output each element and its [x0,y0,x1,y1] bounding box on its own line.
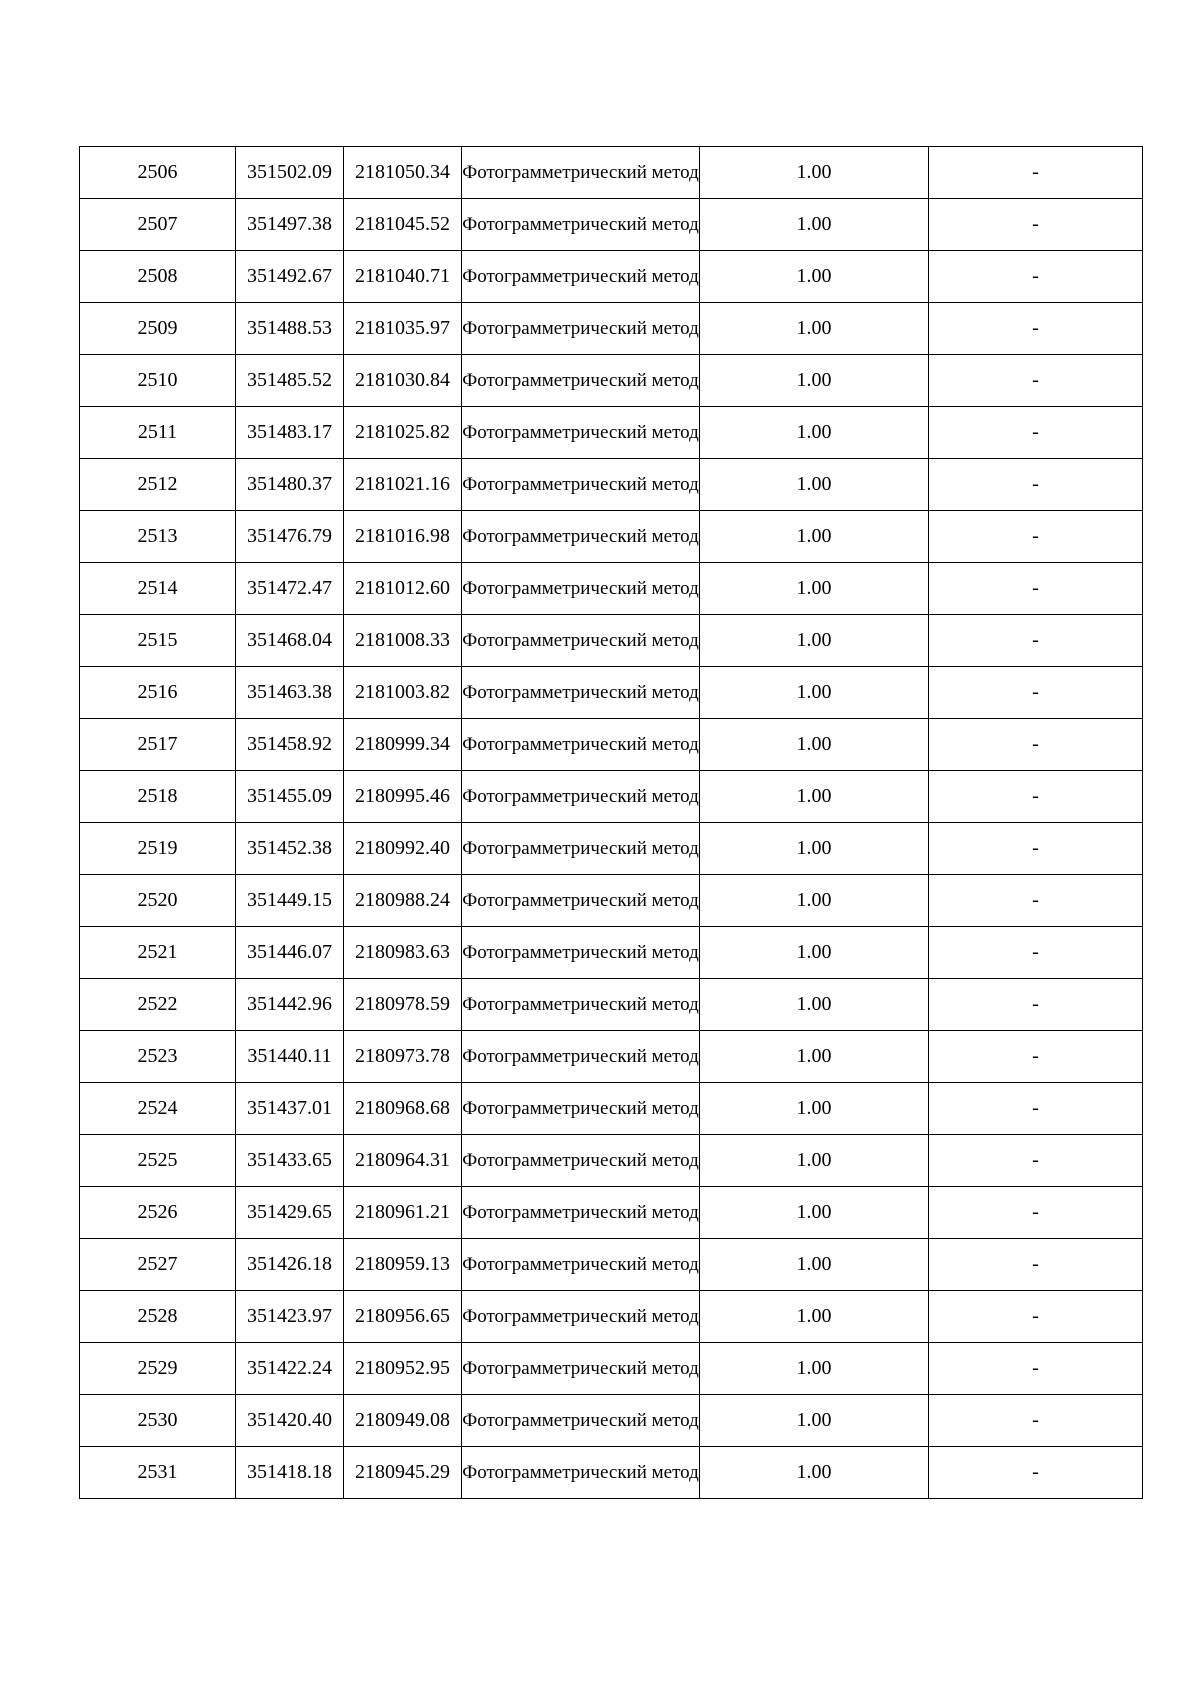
x-coordinate-cell: 351502.09 [236,147,344,199]
accuracy-cell: 1.00 [700,771,929,823]
y-coordinate-cell: 2181035.97 [344,303,462,355]
y-coordinate-cell: 2180952.95 [344,1343,462,1395]
y-coordinate-cell: 2180956.65 [344,1291,462,1343]
table-row [80,1291,1143,1343]
table-row [80,511,1143,563]
x-coordinate-cell: 351488.53 [236,303,344,355]
point-number-cell: 2508 [80,251,236,303]
point-number-cell: 2527 [80,1239,236,1291]
coordinates-table-body [80,147,1143,1499]
point-number-cell: 2526 [80,1187,236,1239]
point-number-cell: 2531 [80,1447,236,1499]
y-coordinate-cell: 2180992.40 [344,823,462,875]
method-cell: Фотограмметрический метод [462,511,700,563]
accuracy-cell: 1.00 [700,1083,929,1135]
accuracy-cell: 1.00 [700,1291,929,1343]
method-cell: Фотограмметрический метод [462,719,700,771]
accuracy-cell: 1.00 [700,667,929,719]
point-number-cell: 2509 [80,303,236,355]
table-row [80,1135,1143,1187]
note-cell: - [929,927,1143,979]
x-coordinate-cell: 351449.15 [236,875,344,927]
x-coordinate-cell: 351468.04 [236,615,344,667]
method-cell: Фотограмметрический метод [462,875,700,927]
table-row [80,667,1143,719]
table-row [80,1395,1143,1447]
point-number-cell: 2514 [80,563,236,615]
point-number-cell: 2520 [80,875,236,927]
x-coordinate-cell: 351476.79 [236,511,344,563]
table-row [80,771,1143,823]
x-coordinate-cell: 351446.07 [236,927,344,979]
note-cell: - [929,1135,1143,1187]
method-cell: Фотограмметрический метод [462,1447,700,1499]
table-row [80,979,1143,1031]
table-row [80,303,1143,355]
accuracy-cell: 1.00 [700,407,929,459]
method-cell: Фотограмметрический метод [462,1187,700,1239]
table-row [80,563,1143,615]
accuracy-cell: 1.00 [700,1395,929,1447]
y-coordinate-cell: 2180961.21 [344,1187,462,1239]
point-number-cell: 2516 [80,667,236,719]
y-coordinate-cell: 2180949.08 [344,1395,462,1447]
point-number-cell: 2513 [80,511,236,563]
method-cell: Фотограмметрический метод [462,615,700,667]
table-row [80,251,1143,303]
accuracy-cell: 1.00 [700,511,929,563]
x-coordinate-cell: 351418.18 [236,1447,344,1499]
accuracy-cell: 1.00 [700,615,929,667]
accuracy-cell: 1.00 [700,459,929,511]
point-number-cell: 2518 [80,771,236,823]
point-number-cell: 2522 [80,979,236,1031]
note-cell: - [929,615,1143,667]
table-row [80,1083,1143,1135]
method-cell: Фотограмметрический метод [462,251,700,303]
table-row [80,615,1143,667]
x-coordinate-cell: 351423.97 [236,1291,344,1343]
point-number-cell: 2512 [80,459,236,511]
x-coordinate-cell: 351452.38 [236,823,344,875]
method-cell: Фотограмметрический метод [462,1083,700,1135]
x-coordinate-cell: 351480.37 [236,459,344,511]
y-coordinate-cell: 2180999.34 [344,719,462,771]
note-cell: - [929,407,1143,459]
note-cell: - [929,1083,1143,1135]
table-row [80,1239,1143,1291]
x-coordinate-cell: 351483.17 [236,407,344,459]
x-coordinate-cell: 351442.96 [236,979,344,1031]
y-coordinate-cell: 2180945.29 [344,1447,462,1499]
point-number-cell: 2507 [80,199,236,251]
note-cell: - [929,459,1143,511]
note-cell: - [929,1031,1143,1083]
method-cell: Фотограмметрический метод [462,1343,700,1395]
accuracy-cell: 1.00 [700,1031,929,1083]
point-number-cell: 2510 [80,355,236,407]
note-cell: - [929,1447,1143,1499]
table-row [80,1447,1143,1499]
note-cell: - [929,199,1143,251]
note-cell: - [929,719,1143,771]
note-cell: - [929,979,1143,1031]
x-coordinate-cell: 351437.01 [236,1083,344,1135]
x-coordinate-cell: 351426.18 [236,1239,344,1291]
note-cell: - [929,1291,1143,1343]
accuracy-cell: 1.00 [700,251,929,303]
x-coordinate-cell: 351458.92 [236,719,344,771]
note-cell: - [929,511,1143,563]
accuracy-cell: 1.00 [700,719,929,771]
accuracy-cell: 1.00 [700,823,929,875]
x-coordinate-cell: 351463.38 [236,667,344,719]
table-row [80,355,1143,407]
table-row [80,1343,1143,1395]
note-cell: - [929,1395,1143,1447]
point-number-cell: 2506 [80,147,236,199]
x-coordinate-cell: 351455.09 [236,771,344,823]
accuracy-cell: 1.00 [700,979,929,1031]
y-coordinate-cell: 2180959.13 [344,1239,462,1291]
point-number-cell: 2515 [80,615,236,667]
point-number-cell: 2530 [80,1395,236,1447]
note-cell: - [929,355,1143,407]
method-cell: Фотограмметрический метод [462,407,700,459]
method-cell: Фотограмметрический метод [462,771,700,823]
accuracy-cell: 1.00 [700,875,929,927]
method-cell: Фотограмметрический метод [462,355,700,407]
accuracy-cell: 1.00 [700,1343,929,1395]
y-coordinate-cell: 2181040.71 [344,251,462,303]
y-coordinate-cell: 2180968.68 [344,1083,462,1135]
method-cell: Фотограмметрический метод [462,823,700,875]
method-cell: Фотограмметрический метод [462,459,700,511]
note-cell: - [929,147,1143,199]
method-cell: Фотограмметрический метод [462,667,700,719]
point-number-cell: 2517 [80,719,236,771]
point-number-cell: 2529 [80,1343,236,1395]
x-coordinate-cell: 351433.65 [236,1135,344,1187]
method-cell: Фотограмметрический метод [462,1031,700,1083]
x-coordinate-cell: 351497.38 [236,199,344,251]
note-cell: - [929,875,1143,927]
x-coordinate-cell: 351422.24 [236,1343,344,1395]
point-number-cell: 2523 [80,1031,236,1083]
y-coordinate-cell: 2181025.82 [344,407,462,459]
accuracy-cell: 1.00 [700,199,929,251]
point-number-cell: 2519 [80,823,236,875]
note-cell: - [929,251,1143,303]
method-cell: Фотограмметрический метод [462,979,700,1031]
coordinates-table [79,146,1143,1499]
x-coordinate-cell: 351472.47 [236,563,344,615]
note-cell: - [929,303,1143,355]
method-cell: Фотограмметрический метод [462,1135,700,1187]
method-cell: Фотограмметрический метод [462,199,700,251]
table-row [80,459,1143,511]
x-coordinate-cell: 351492.67 [236,251,344,303]
accuracy-cell: 1.00 [700,1135,929,1187]
y-coordinate-cell: 2181003.82 [344,667,462,719]
point-number-cell: 2528 [80,1291,236,1343]
method-cell: Фотограмметрический метод [462,1395,700,1447]
point-number-cell: 2521 [80,927,236,979]
method-cell: Фотограмметрический метод [462,1291,700,1343]
method-cell: Фотограмметрический метод [462,927,700,979]
accuracy-cell: 1.00 [700,563,929,615]
table-row [80,823,1143,875]
table-row [80,1187,1143,1239]
note-cell: - [929,1343,1143,1395]
note-cell: - [929,667,1143,719]
y-coordinate-cell: 2180983.63 [344,927,462,979]
table-row [80,719,1143,771]
note-cell: - [929,563,1143,615]
y-coordinate-cell: 2181012.60 [344,563,462,615]
accuracy-cell: 1.00 [700,1447,929,1499]
y-coordinate-cell: 2181021.16 [344,459,462,511]
note-cell: - [929,1187,1143,1239]
note-cell: - [929,771,1143,823]
table-row [80,199,1143,251]
note-cell: - [929,1239,1143,1291]
y-coordinate-cell: 2180973.78 [344,1031,462,1083]
table-row [80,875,1143,927]
method-cell: Фотограмметрический метод [462,303,700,355]
accuracy-cell: 1.00 [700,1187,929,1239]
x-coordinate-cell: 351420.40 [236,1395,344,1447]
method-cell: Фотограмметрический метод [462,1239,700,1291]
y-coordinate-cell: 2180988.24 [344,875,462,927]
point-number-cell: 2511 [80,407,236,459]
accuracy-cell: 1.00 [700,1239,929,1291]
table-row [80,1031,1143,1083]
method-cell: Фотограмметрический метод [462,563,700,615]
table-row [80,927,1143,979]
y-coordinate-cell: 2181016.98 [344,511,462,563]
table-row [80,407,1143,459]
y-coordinate-cell: 2181045.52 [344,199,462,251]
y-coordinate-cell: 2181050.34 [344,147,462,199]
point-number-cell: 2524 [80,1083,236,1135]
accuracy-cell: 1.00 [700,303,929,355]
y-coordinate-cell: 2181008.33 [344,615,462,667]
accuracy-cell: 1.00 [700,927,929,979]
y-coordinate-cell: 2180978.59 [344,979,462,1031]
x-coordinate-cell: 351485.52 [236,355,344,407]
note-cell: - [929,823,1143,875]
y-coordinate-cell: 2180995.46 [344,771,462,823]
accuracy-cell: 1.00 [700,355,929,407]
y-coordinate-cell: 2180964.31 [344,1135,462,1187]
table-row [80,147,1143,199]
x-coordinate-cell: 351429.65 [236,1187,344,1239]
y-coordinate-cell: 2181030.84 [344,355,462,407]
x-coordinate-cell: 351440.11 [236,1031,344,1083]
point-number-cell: 2525 [80,1135,236,1187]
accuracy-cell: 1.00 [700,147,929,199]
method-cell: Фотограмметрический метод [462,147,700,199]
